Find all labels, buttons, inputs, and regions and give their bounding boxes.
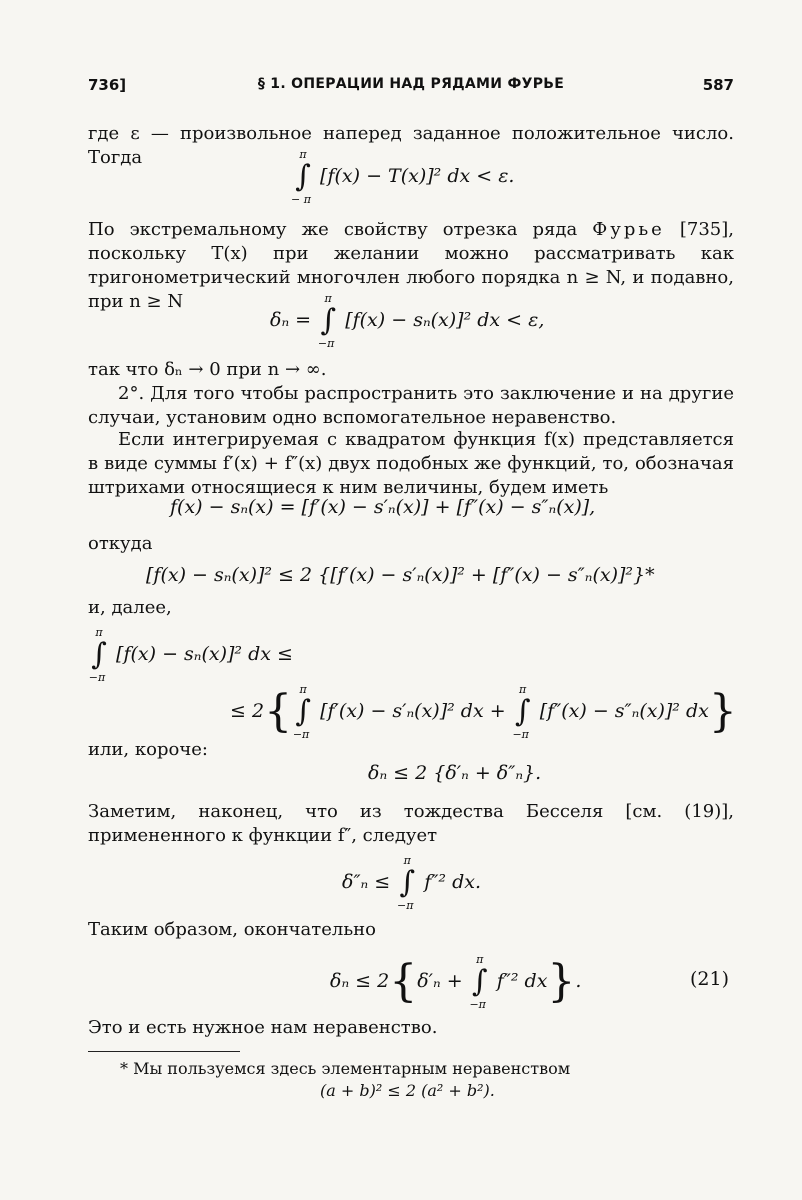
equation-8-term2: f″² dx bbox=[496, 970, 548, 992]
integral-upper-limit: π bbox=[476, 953, 484, 966]
integral-upper-limit: π bbox=[324, 292, 332, 305]
equation-2-body: [f(x) − sₙ(x)]² dx < ε, bbox=[345, 309, 545, 331]
equation-8-period: . bbox=[575, 970, 582, 992]
integral-lower-limit: −π bbox=[88, 671, 106, 684]
integral-lower-limit: −π bbox=[512, 728, 529, 741]
integral-upper-limit: π bbox=[519, 683, 527, 696]
equation-5a bbox=[88, 626, 293, 684]
section-ref: 736] bbox=[88, 76, 127, 94]
equation-2-lhs: δₙ = bbox=[270, 309, 312, 331]
footnote bbox=[120, 1058, 570, 1102]
equation-7-body: f″² dx. bbox=[424, 871, 481, 893]
integral-sign: π ∫ −π bbox=[396, 868, 418, 898]
integral-lower-limit: −π bbox=[317, 337, 335, 350]
paragraph-7: и, далее, bbox=[88, 597, 172, 618]
footnote-text: * Мы пользуемся здесь элементарным неравенством bbox=[120, 1059, 571, 1078]
paragraph-9: Заметим, наконец, что из тождества Бесселя [см. (19)], примененного к функции f″, следует bbox=[88, 801, 734, 846]
equation-5a-body: [f(x) − sₙ(x)]² dx ≤ bbox=[116, 643, 293, 665]
paragraph-11: Это и есть нужное нам неравенство. bbox=[88, 1017, 438, 1038]
paragraph-10: Таким образом, окончательно bbox=[88, 919, 376, 940]
equation-1 bbox=[291, 148, 515, 206]
integral-sign: π ∫ −π bbox=[469, 967, 491, 997]
equation-4: [f(x) − sₙ(x)]² ≤ 2 {[f′(x) − s′ₙ(x)]² + [f″(x) − s″ₙ(x)]²}* bbox=[146, 564, 655, 586]
paragraph-1: где ε — произвольное наперед заданное положительное число. Тогда bbox=[88, 123, 734, 168]
section-title: § 1. ОПЕРАЦИИ НАД РЯДАМИ ФУРЬЕ bbox=[257, 76, 565, 92]
equation-8-term1: δ′ₙ + bbox=[417, 970, 463, 992]
paragraph-2 bbox=[88, 218, 734, 314]
equation-8-lead: δₙ ≤ 2 bbox=[330, 970, 390, 992]
equation-5b-term1: [f′(x) − s′ₙ(x)]² dx + bbox=[320, 700, 506, 722]
running-header bbox=[88, 76, 734, 100]
integral-sign: π ∫ − π bbox=[292, 162, 314, 192]
equation-7 bbox=[342, 854, 481, 912]
integral-lower-limit: −π bbox=[397, 899, 414, 912]
footnote-divider bbox=[88, 1051, 240, 1052]
integral-sign: π ∫ −π bbox=[317, 306, 339, 336]
integral-lower-limit: −π bbox=[469, 998, 486, 1011]
paragraph-5: Если интегрируемая с квадратом функция f(x) представляется в виде суммы f′(x) + f″(x) двух подобных же функций, то, обозначая штрихами относящиеся к ним величины, будем иметь bbox=[88, 429, 734, 498]
paragraph-2-rest: [735], поскольку T(x) при желании можно рассматривать как тригонометрический многочлен любого порядка n ≥ N, и подавно, при n ≥ N bbox=[88, 219, 734, 312]
integral-lower-limit: −π bbox=[292, 728, 310, 741]
equation-number: (21) bbox=[690, 968, 730, 990]
equation-5b: ≤ 2{ π ∫ −π [f′(x) − s′ₙ(x)]² dx + π ∫ −π [f″(x) − s″ₙ(x)]² dx} bbox=[230, 683, 737, 741]
paragraph-4: 2°. Для того чтобы распространить это заключение и на другие случаи, установим одно вспомогательное неравенство. bbox=[88, 383, 734, 428]
paragraph-2-start: По экстремальному же свойству отрезка ряда bbox=[88, 219, 593, 240]
paragraph-6: откуда bbox=[88, 533, 153, 554]
integral-sign: π ∫ −π bbox=[292, 697, 314, 727]
integral-upper-limit: π bbox=[403, 854, 411, 867]
integral-lower-limit: − π bbox=[291, 193, 311, 206]
paragraph-3: так что δₙ → 0 при n → ∞. bbox=[88, 359, 327, 380]
integral-upper-limit: π bbox=[299, 683, 307, 696]
equation-1-body: [f(x) − T(x)]² dx < ε. bbox=[320, 165, 515, 187]
footnote-formula: (a + b)² ≤ 2 (a² + b²). bbox=[320, 1081, 495, 1100]
equation-7-lhs: δ″ₙ ≤ bbox=[342, 871, 391, 893]
equation-3: f(x) − sₙ(x) = [f′(x) − s′ₙ(x)] + [f″(x) − s″ₙ(x)], bbox=[170, 496, 596, 518]
integral-upper-limit: π bbox=[299, 148, 307, 161]
integral-sign: π ∫ −π bbox=[512, 697, 534, 727]
name-fourier: Фурье bbox=[592, 219, 665, 240]
integral-sign: π ∫ −π bbox=[88, 640, 110, 670]
equation-8: δₙ ≤ 2{δ′ₙ + π ∫ −π f″² dx}. bbox=[330, 953, 582, 1011]
page-number: 587 bbox=[702, 76, 734, 94]
equation-2 bbox=[270, 292, 545, 350]
paragraph-8: или, короче: bbox=[88, 739, 208, 760]
integral-upper-limit: π bbox=[95, 626, 103, 639]
equation-6: δₙ ≤ 2 {δ′ₙ + δ″ₙ}. bbox=[368, 762, 542, 784]
equation-5b-lead: ≤ 2 bbox=[230, 700, 265, 722]
equation-5b-term2: [f″(x) − s″ₙ(x)]² dx bbox=[539, 700, 709, 722]
